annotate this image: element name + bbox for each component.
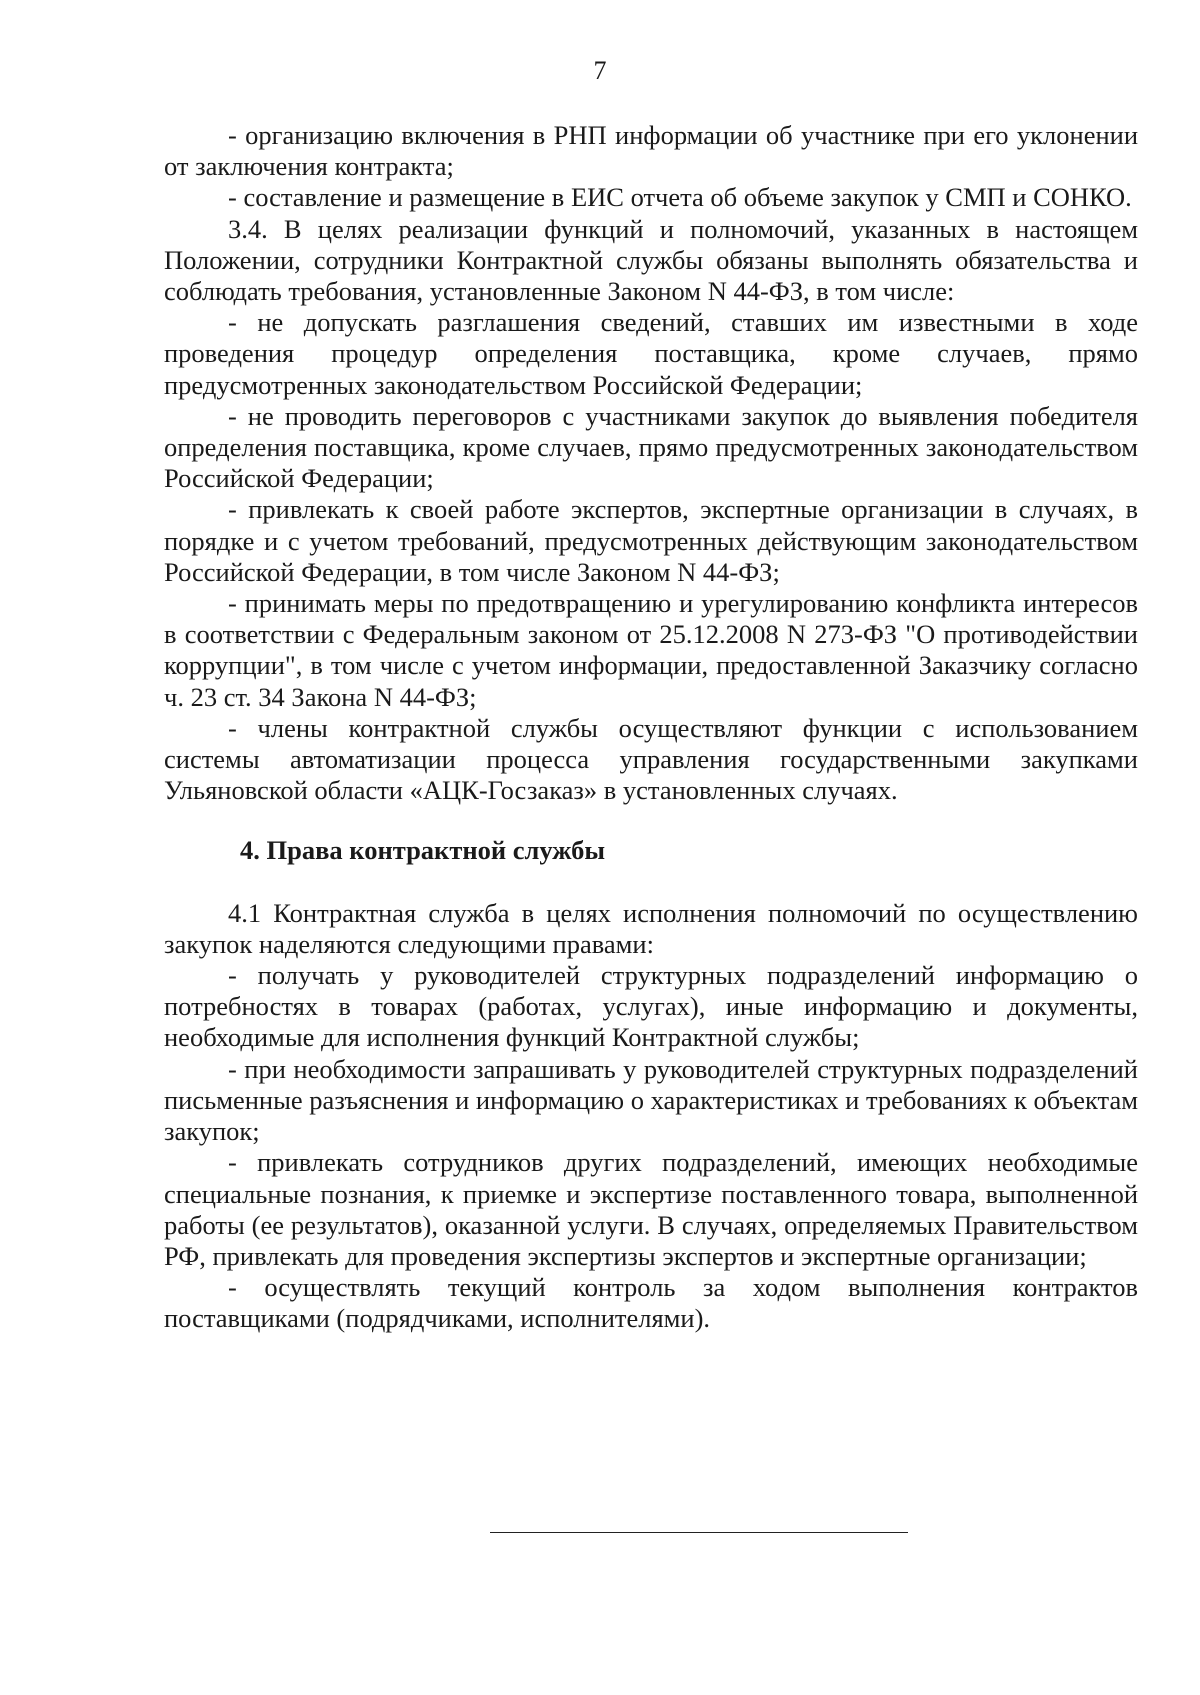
document-body [164, 120, 1138, 1335]
paragraph-rnp-inclusion: - организацию включения в РНП информации об участнике при его уклонении от заключения контракта; [164, 120, 1138, 182]
page-number: 7 [593, 56, 607, 85]
paragraph-conflict-of-interest: - принимать меры по предотвращению и урегулированию конфликта интересов в соответствии с Федеральным законом от 25.12.2008 N 273-ФЗ "О противодействии коррупции", в том числе с учетом информации, предоставленной Заказчику согласно ч. 23 ст. 34 Закона N 44-ФЗ; [164, 588, 1138, 712]
paragraph-involve-employees: - привлекать сотрудников других подразделений, имеющих необходимые специальные познания, к приемке и экспертизе поставленного товара, выполненной работы (ее результатов), оказанной услуги. В случаях, определяемых Правительством РФ, привлекать для проведения экспертизы экспертов и экспертные организации; [164, 1147, 1138, 1271]
paragraph-no-disclosure: - не допускать разглашения сведений, ставших им известными в ходе проведения процедур определения поставщика, кроме случаев, прямо предусмотренных законодательством Российской Федерации; [164, 307, 1138, 400]
paragraph-4-1-rights: 4.1 Контрактная служба в целях исполнения полномочий по осуществлению закупок наделяются следующими правами: [164, 897, 1138, 959]
paragraph-3-4-obligations: 3.4. В целях реализации функций и полномочий, указанных в настоящем Положении, сотрудники Контрактной службы обязаны выполнять обязательства и соблюдать требования, установленные Законом N 44-ФЗ, в том числе: [164, 213, 1138, 307]
spacer [164, 867, 1138, 898]
end-of-document-rule [490, 1532, 908, 1533]
paragraph-request-clarifications: - при необходимости запрашивать у руководителей структурных подразделений письменные разъяснения и информацию о характеристиках и требованиях к объектам закупок; [164, 1053, 1138, 1147]
spacer [164, 806, 1138, 835]
paragraph-engage-experts: - привлекать к своей работе экспертов, экспертные организации в случаях, в порядке и с учетом требований, предусмотренных действующим законодательством Российской Федерации, в том числе Законом N 44-ФЗ; [164, 494, 1138, 587]
paragraph-no-negotiations: - не проводить переговоров с участниками закупок до выявления победителя определения поставщика, кроме случаев, прямо предусмотренных законодательством Российской Федерации; [164, 400, 1138, 494]
section-4-heading: 4. Права контрактной службы [240, 835, 606, 866]
paragraph-contract-control: - осуществлять текущий контроль за ходом выполнения контрактов поставщиками (подрядчиками, исполнителями). [164, 1272, 1138, 1334]
paragraph-ack-goszakaz: - члены контрактной службы осуществляют функции с использованием системы автоматизации процесса управления государственными закупками Ульяновской области «АЦК-Госзаказ» в установленных случаях. [164, 712, 1138, 806]
paragraph-eis-report: - составление и размещение в ЕИС отчета об объеме закупок у СМП и СОНКО. [228, 182, 1132, 213]
paragraph-obtain-information: - получать у руководителей структурных подразделений информацию о потребностях в товарах (работах, услугах), иные информацию и документы, необходимые для исполнения функций Контрактной службы; [164, 960, 1138, 1053]
